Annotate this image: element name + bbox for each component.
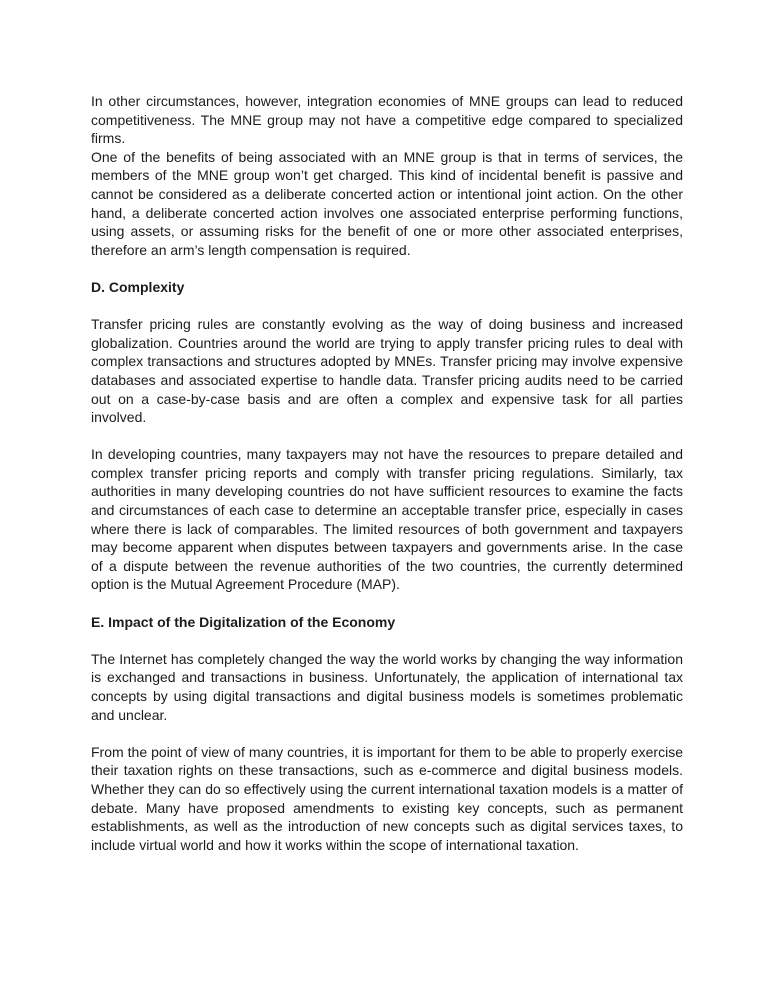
paragraph: Transfer pricing rules are constantly evolving as the way of doing business and increased globalization. Countries around the world are trying to apply transfer pricing rules to deal with complex transactions and structures adopted by MNEs. Transfer pricing may involve expensive databases and associated expertise to handle data. Transfer pricing audits need to be carried out on a case-by-case basis and are often a complex and expensive task for all parties involved.	[91, 316, 683, 426]
document-content	[91, 92, 683, 873]
paragraph: One of the benefits of being associated with an MNE group is that in terms of services, the members of the MNE group won’t get charged. This kind of incidental benefit is passive and cannot be considered as a deliberate concerted action or intentional joint action. On the other hand, a deliberate concerted action involves one associated enterprise performing functions, using assets, or assuming risks for the benefit of one or more other associated enterprises, therefore an arm’s length compensation is required.	[91, 148, 683, 258]
section-heading: D. Complexity	[91, 278, 185, 295]
paragraph: In developing countries, many taxpayers may not have the resources to prepare detailed and complex transfer pricing reports and comply with transfer pricing regulations. Similarly, tax authorities in many developing countries do not have sufficient resources to examine the facts and circumstances of each case to determine an acceptable transfer price, especially in cases where there is lack of comparables. The limited resources of both government and taxpayers may become apparent when disputes between taxpayers and governments arise. In the case of a dispute between the revenue authorities of the two countries, the currently determined option is the Mutual Agreement Procedure (MAP).	[91, 446, 683, 593]
section-heading: E. Impact of the Digitalization of the Economy	[91, 613, 396, 630]
paragraph: In other circumstances, however, integration economies of MNE groups can lead to reduced competitiveness. The MNE group may not have a competitive edge compared to specialized firms.	[91, 93, 683, 147]
paragraph: The Internet has completely changed the way the world works by changing the way information is exchanged and transactions in business. Unfortunately, the application of international tax concepts by using digital transactions and digital business models is sometimes problematic and unclear.	[91, 650, 683, 723]
paragraph: From the point of view of many countries, it is important for them to be able to properly exercise their taxation rights on these transactions, such as e-commerce and digital business models. Whether they can do so effectively using the current international taxation models is a matter of debate. Many have proposed amendments to existing key concepts, such as permanent establishments, as well as the introduction of new concepts such as digital services taxes, to include virtual world and how it works within the scope of international taxation.	[91, 743, 683, 853]
